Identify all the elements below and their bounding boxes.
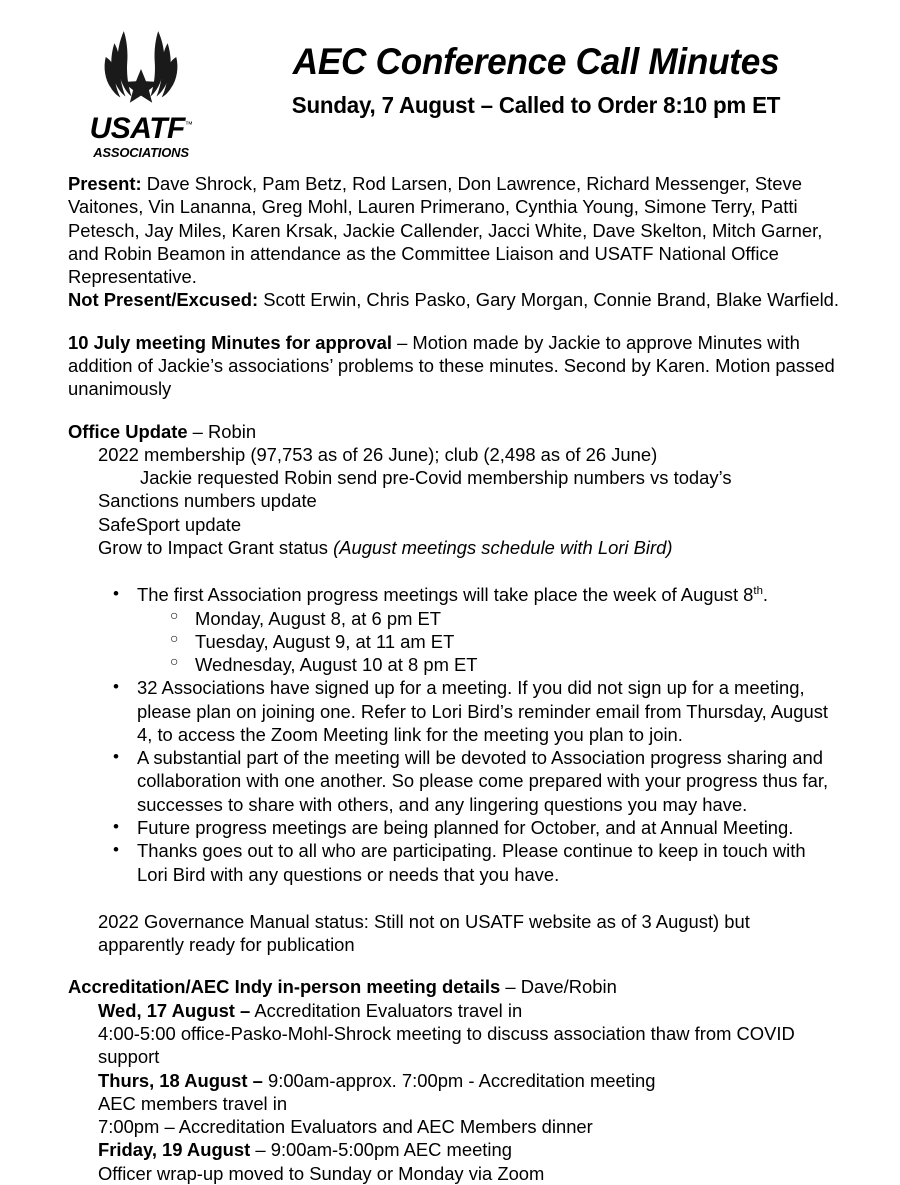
associations-wordmark: ASSOCIATIONS [93,144,189,160]
list-item [68,676,840,746]
list-item-text: Wednesday, August 10 at 8 pm ET [195,654,478,676]
list-item [137,630,840,653]
ordinal-suffix: th [753,585,763,598]
present-label: Present: [68,173,142,194]
page-subtitle: Sunday, 7 August – Called to Order 8:10 pm ET [291,91,781,118]
bullet-glyph-icon: • [113,747,119,767]
minutes-approval-text: – Motion made by Jackie to approve Minutes with addition of Jackie’s associations’ problems to these minutes. Second by Karen. Motion passed unanimously [68,331,835,400]
bullet-glyph-icon: • [113,584,119,604]
present-paragraph [68,172,840,288]
list-item-text: Thanks goes out to all who are participating. Please continue to keep in touch with Lori Bird with any questions or needs that you have. [137,840,806,885]
accreditation-line-detail: 7:00pm – Accreditation Evaluators and AEC Members dinner [98,1116,593,1138]
accreditation-line-day: Wed, 17 August – [98,999,251,1021]
spacer [68,312,840,331]
document-header [0,0,900,172]
sub-bullet-glyph-icon: ○ [170,653,179,670]
accreditation-line [98,1115,840,1138]
list-item-text: Monday, August 8, at 6 pm ET [195,607,442,629]
not-present-names: Scott Erwin, Chris Pasko, Gary Morgan, Connie Brand, Blake Warfield. [258,289,839,311]
accreditation-heading-suffix: – Dave/Robin [500,976,617,998]
sub-bullet-glyph-icon: ○ [170,606,179,623]
bullet-glyph-icon: • [113,817,119,837]
list-item-text: Future progress meetings are being planned for October, and at Annual Meeting. [137,817,794,839]
office-update-item: Sanctions numbers update [98,490,317,512]
accreditation-line-detail: AEC members travel in [98,1092,288,1114]
bullet-glyph-icon: • [113,840,119,860]
meeting-times-sublist [137,607,840,677]
accreditation-line [98,1022,840,1069]
accreditation-line [98,999,840,1022]
governance-manual-paragraph: 2022 Governance Manual status: Still not on USATF website as of 3 August) but apparently ready for publication [98,910,750,956]
accreditation-line-detail: – 9:00am-5:00pm AEC meeting [250,1139,512,1161]
accreditation-line [98,1162,840,1185]
accreditation-heading: Accreditation/AEC Indy in-person meeting details [68,976,501,998]
progress-meetings-bullet-list [68,583,840,886]
usatf-associations-logo [86,26,196,168]
accreditation-heading-line [68,975,840,998]
document-body [0,172,900,1185]
office-update-heading: Office Update [68,420,188,442]
title-block [196,42,876,120]
sub-bullet-glyph-icon: ○ [170,629,179,646]
accreditation-line-day: Thurs, 18 August – [98,1069,263,1091]
list-item-text: A substantial part of the meeting will be devoted to Association progress sharing and collaboration with one another. So please come prepared with your progress thus far, successes to share with others, and any lingering questions you may have. [137,747,829,815]
accreditation-line-detail: 4:00-5:00 office-Pasko-Mohl-Shrock meeting to discuss association thaw from COVID support [98,1023,795,1068]
list-item [137,607,840,630]
list-item-text: 32 Associations have signed up for a meeting. If you did not sign up for a meeting, please plan on joining one. Refer to Lori Bird’s reminder email from Thursday, August 4, to access the Zoom Meeting link for the meeting you plan to join. [137,677,829,745]
minutes-approval-paragraph [68,331,840,401]
accreditation-line [98,1069,840,1092]
usatf-wordmark: USATF™ [89,112,193,145]
usatf-winged-star-logo-icon [98,26,184,112]
grant-status-note: (August meetings schedule with Lori Bird) [333,536,673,558]
present-names: Dave Shrock, Pam Betz, Rod Larsen, Don Lawrence, Richard Messenger, Steve Vaitones, Vin Lananna, Greg Mohl, Lauren Primerano, Cynthia Young, Simone Terry, Patti Petesch, Jay Miles, Karen Krsak, Jackie Callender, Jacci White, Dave Skelton, Mitch Garner, and Robin Beamon in attendance as the Committee Liaison and USATF National Office Representative. [68,173,823,288]
office-update-item: Jackie requested Robin send pre-Covid membership numbers vs today’s [140,467,732,489]
list-item [137,653,840,676]
accreditation-line-day: Friday, 19 August [98,1139,251,1161]
list-item [68,746,840,816]
list-item-text: Tuesday, August 9, at 11 am ET [195,630,455,652]
list-item [68,816,840,839]
minutes-approval-heading: 10 July meeting Minutes for approval [68,331,392,353]
spacer [68,559,840,583]
bullet-glyph-icon: • [113,677,119,697]
page-title: AEC Conference Call Minutes [292,41,780,82]
list-item-text: The first Association progress meetings will take place the week of August 8th. [137,584,769,606]
spacer [68,886,840,910]
grow-to-impact-grant-line [98,536,840,559]
trademark-symbol: ™ [184,120,193,129]
grant-status-text: Grow to Impact Grant status [98,536,334,558]
office-update-item: 2022 membership (97,753 as of 26 June); club (2,498 as of 26 June) [98,443,658,465]
not-present-label: Not Present/Excused: [68,289,259,311]
list-item [68,839,840,886]
accreditation-line [98,1138,840,1161]
accreditation-line [98,1092,840,1115]
list-item [68,583,840,676]
spacer [68,401,840,420]
not-present-paragraph [68,288,840,311]
spacer [68,956,840,975]
office-update-item: SafeSport update [98,513,242,535]
accreditation-line-detail: 9:00am-approx. 7:00pm - Accreditation meeting [262,1069,656,1091]
office-update-heading-line [68,420,840,443]
accreditation-line-detail: Accreditation Evaluators travel in [250,999,523,1021]
accreditation-line-detail: Officer wrap-up moved to Sunday or Monday via Zoom [98,1162,545,1184]
office-update-heading-suffix: – Robin [187,420,257,442]
